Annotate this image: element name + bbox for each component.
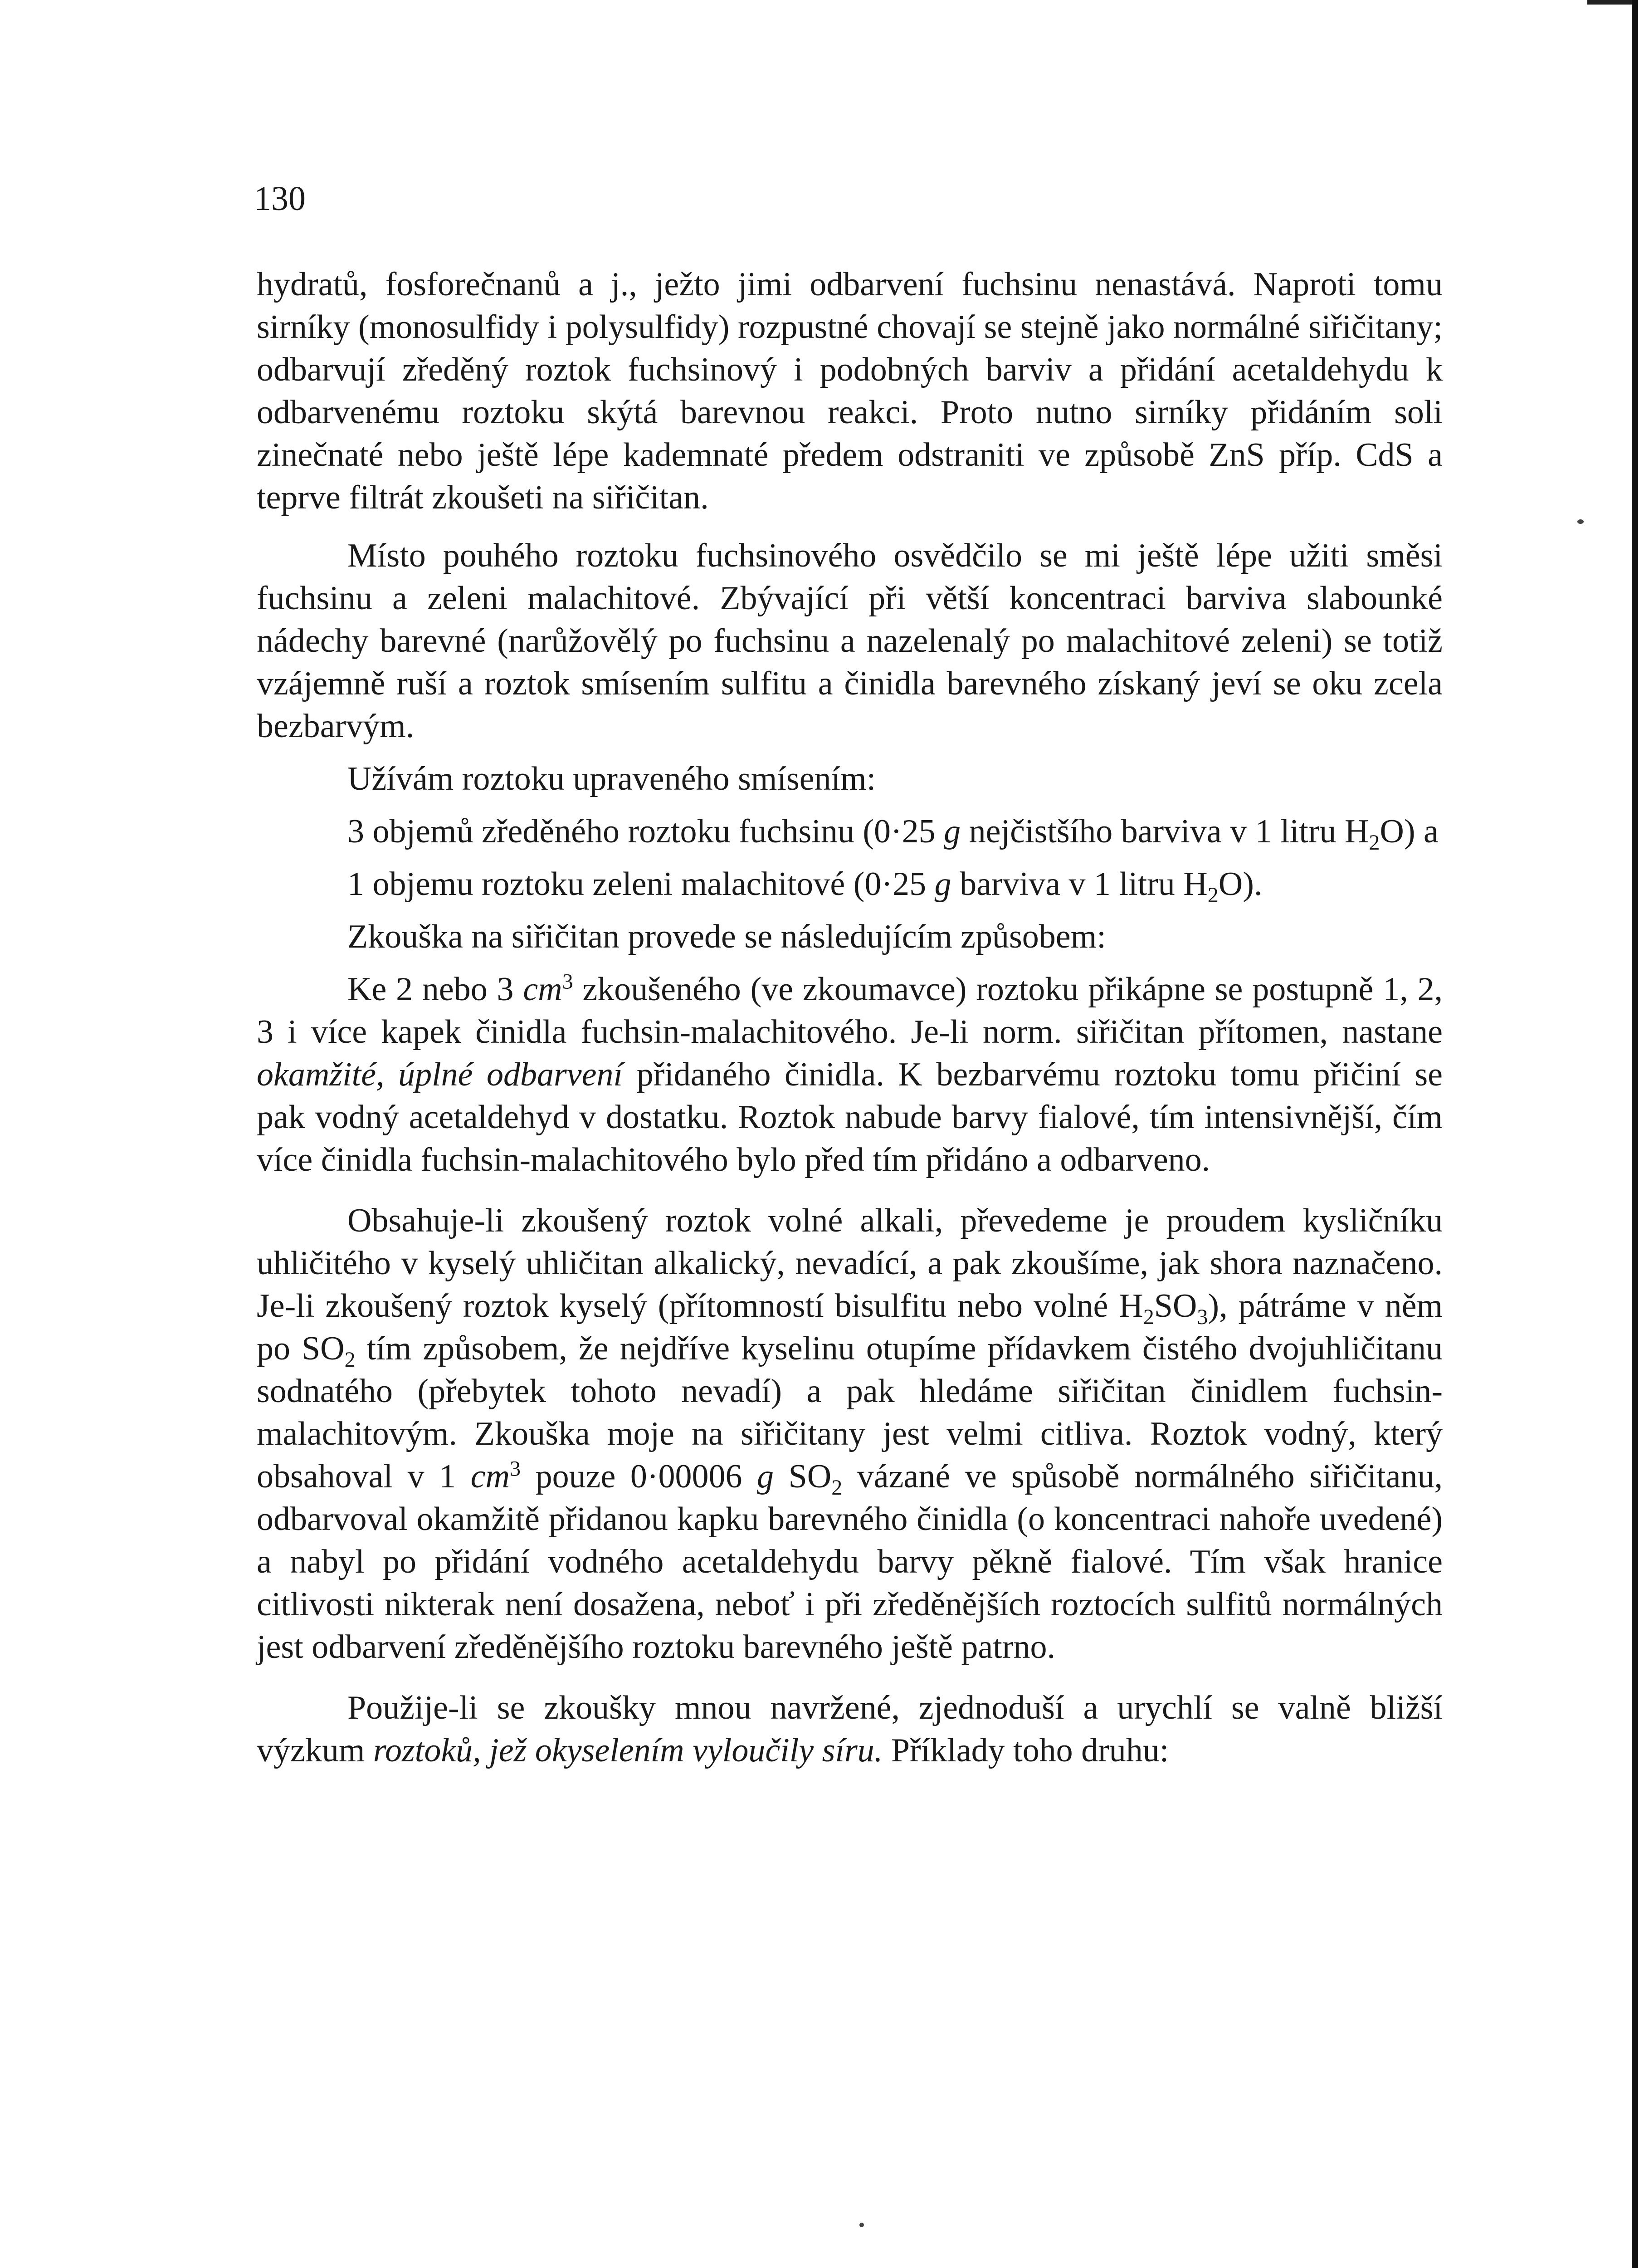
text-run: Obsahuje-li zkoušený roztok volné alkali, převedeme je proudem kysličníku uhličitého v kyselý uhličitan alkalický, nevadící, a pak zkoušíme, jak shora naznačeno. Je-li zkoušený roztok kyselý (přítomností bisulfitu nebo volné H xyxy=(257,1202,1443,1325)
text-run: vázané ve spůsobě normálného siřičitanu, odbarvoval okamžitě přidanou kapku barevného činidla (o koncentraci nahoře uvedené) a nabyl po přidání vodného acetaldehydu barvy pěkně fialové. Tím však hranice citlivosti nikterak není dosažena, neboť i při zředěnějších roztocích sulfitů normálných jest odbarvení zředěnějšího roztoku barevného ještě patrno. xyxy=(257,1458,1443,1666)
subscript: 2 xyxy=(1207,883,1219,907)
italic-run: cm xyxy=(523,971,562,1008)
subscript: 2 xyxy=(344,1347,356,1372)
body-text xyxy=(257,263,1443,1772)
text-run: Ke 2 nebo 3 xyxy=(347,971,523,1008)
text-run: SO xyxy=(774,1458,832,1495)
text-run: Příklady toho druhu: xyxy=(883,1732,1169,1769)
text-run: hydratů, fosforečnanů a j., ježto jimi odbarvení fuchsinu nenastává. Naproti tomu sirníky (monosulfidy i polysulfidy) rozpustné chovají se stejně jako normálné siřičitany; odbarvují zředěný roztok fuchsinový i podobných barviv a přidání acetaldehydu k odbarvenému roztoku skýtá barevnou reakci. Proto nutno sirníky přidáním soli zinečnaté nebo ještě lépe kademnaté předem odstraniti ve způsobě ZnS příp. CdS a teprve filtrát zkoušeti na siřičitan. xyxy=(257,266,1443,516)
scan-speck xyxy=(1577,519,1584,524)
paragraph xyxy=(257,968,1443,1181)
scan-edge-right xyxy=(1632,0,1638,2268)
scan-speck xyxy=(859,2223,864,2227)
paragraph xyxy=(257,810,1443,853)
italic-run: roztoků, jež okyselením vyloučily síru. xyxy=(373,1732,883,1769)
paragraph xyxy=(257,1686,1443,1772)
italic-run: okamžité, úplné odbarvení xyxy=(257,1056,623,1093)
subscript: 2 xyxy=(1143,1305,1154,1329)
text-run: Užívám roztoku upraveného smísením: xyxy=(347,760,876,797)
superscript: 3 xyxy=(562,969,573,994)
italic-run: cm xyxy=(470,1458,510,1495)
text-run: tím způsobem, že nejdříve kyselinu otupíme přídavkem čistého dvojuhličitanu sodnatého (přebytek tohoto nevadí) a pak hledáme siřičitan činidlem fuchsin-malachitovým. Zkouška moje na siřičitany jest velmi citliva. Roztok vodný, který obsahoval v 1 xyxy=(257,1330,1443,1495)
text-run: 1 objemu roztoku zeleni malachitové (0·25 xyxy=(347,865,935,903)
italic-run: g xyxy=(944,813,961,850)
text-run: 3 objemů zředěného roztoku fuchsinu (0·25 xyxy=(347,813,944,850)
subscript: 3 xyxy=(1197,1305,1208,1329)
text-run: O) a xyxy=(1380,813,1439,850)
paragraph xyxy=(257,758,1443,800)
text-run: přidaného činidla. K bezbarvému roztoku tomu přičiní se pak vodný acetaldehyd v dostatku. Roztok nabude barvy fialové, tím intensivnější, čím více činidla fuchsin-malachitového bylo před tím přidáno a odbarveno. xyxy=(257,1056,1443,1178)
text-run: pouze 0·00006 xyxy=(521,1458,757,1495)
text-run: barviva v 1 litru H xyxy=(951,865,1208,903)
scan-edge-top xyxy=(1587,0,1638,5)
paragraph xyxy=(257,1199,1443,1668)
paragraph xyxy=(257,263,1443,519)
text-run: Zkouška na siřičitan provede se následujícím způsobem: xyxy=(347,918,1106,955)
text-run: SO xyxy=(1154,1287,1197,1325)
italic-run: g xyxy=(757,1458,774,1495)
paragraph xyxy=(257,534,1443,748)
paragraph xyxy=(257,915,1443,958)
paragraph xyxy=(257,863,1443,905)
text-run: Místo pouhého roztoku fuchsinového osvědčilo se mi ještě lépe užiti směsi fuchsinu a zeleni malachitové. Zbývající při větší koncentraci barviva slabounké nádechy barevné (narůžovělý po fuchsinu a nazelenalý po malachitové zeleni) se totiž vzájemně ruší a roztok smísením sulfitu a činidla barevného získaný jeví se oku zcela bezbarvým. xyxy=(257,537,1443,745)
superscript: 3 xyxy=(510,1457,521,1481)
text-run: zkoušeného (ve zkoumavce) roztoku přikápne se postupně 1, 2, 3 i více kapek činidla fuchsin-malachitového. Je-li norm. siřičitan přítomen, nastane xyxy=(257,971,1443,1051)
subscript: 2 xyxy=(1369,830,1380,855)
text-run: O). xyxy=(1218,865,1263,903)
text-run: ), pátráme v něm po SO xyxy=(257,1287,1443,1367)
text-run: nejčistšího barviva v 1 litru H xyxy=(961,813,1369,850)
text-run: Použije-li se zkoušky mnou navržené, zjednoduší a urychlí se valně bližší výzkum xyxy=(257,1689,1443,1769)
page-number: 130 xyxy=(254,180,306,218)
subscript: 2 xyxy=(831,1475,843,1500)
italic-run: g xyxy=(934,865,951,903)
